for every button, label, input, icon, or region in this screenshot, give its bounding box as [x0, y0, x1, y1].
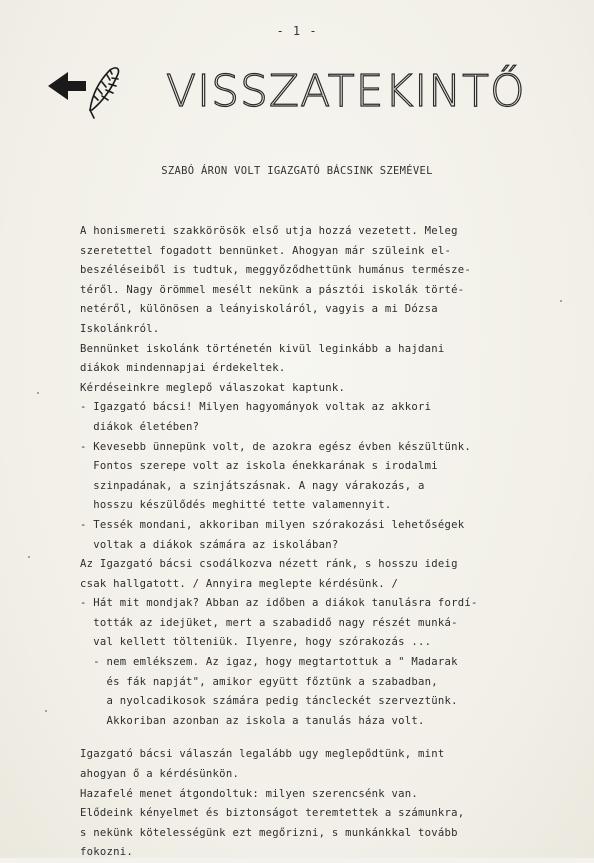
text-line: - Igazgató bácsi! Milyen hagyományok voltak az akkori	[80, 401, 432, 414]
paper-speck	[45, 710, 47, 712]
article-subtitle: SZABÓ ÁRON VOLT IGAZGATÓ BÁCSINK SZEMÉVEL	[161, 165, 433, 177]
text-line: Kérdéseinkre meglepő válaszokat kaptunk.	[80, 381, 346, 394]
text-line: Akkoriban azonban az iskola a tanulás háza volt.	[80, 714, 425, 727]
text-line: ahogyan ő a kérdésünkön.	[80, 768, 240, 781]
text-line: téről. Nagy örömmel mesélt nekünk a pásztói iskolák törté-	[80, 283, 465, 296]
text-line: val kellett tölteniük. Ilyenre, hogy szórakozás ...	[80, 636, 432, 649]
text-line: szinpadának, a szinjátszásnak. A nagy várakozás, a	[80, 479, 425, 492]
text-line: A honismereti szakkörösök első utja hozzá vezetett. Meleg	[80, 225, 458, 237]
text-line: Igazgató bácsi válaszán legalább ugy meglepődtünk, mint	[80, 748, 445, 761]
feather-quill-icon	[90, 68, 119, 118]
text-line: Bennünket iskolánk történetén kivül leginkább a hajdani	[80, 342, 445, 355]
article-body	[80, 222, 550, 863]
text-line: Elődeink kényelmet és biztonságot teremtettek a számunkra,	[80, 807, 465, 820]
text-line: - Tessék mondani, akkoriban milyen szórakozási lehetőségek	[80, 518, 465, 531]
text-line: diákok életében?	[80, 420, 200, 433]
text-line: fokozni.	[80, 846, 134, 859]
text-line: - Kevesebb ünnepünk volt, de azokra egész évben készültünk.	[80, 440, 472, 453]
text-line: és fák napját", amikor együtt főztünk a szabadban,	[80, 675, 438, 688]
text-line: - nem emlékszem. Az igaz, hogy megtartottuk a " Madarak	[80, 656, 458, 669]
header-emblem	[46, 60, 166, 130]
paragraph-gap	[80, 731, 550, 745]
text-line: a nyolcadikosok számára pedig táncleckét szerveztünk.	[80, 695, 458, 708]
paragraph-2	[80, 745, 550, 863]
text-line: csak hallgatott. / Annyira meglepte kérdésünk. /	[80, 577, 399, 590]
paragraph-1	[80, 222, 550, 731]
text-line: Iskolánkról.	[80, 322, 160, 335]
text-line: Hazafelé menet átgondoltuk: milyen szerencsénk van.	[80, 787, 419, 800]
back-arrow-icon	[48, 72, 86, 100]
text-line: szeretettel fogadott bennünket. Ahogyan már szüleink el-	[80, 244, 452, 257]
text-line: tották az idejüket, mert a szabadidő nagy részét munká-	[80, 616, 458, 629]
text-line: netéről, különösen a leányiskoláról, vagyis a mi Dózsa	[80, 303, 438, 316]
paper-speck	[37, 392, 39, 394]
paper-speck	[560, 300, 562, 302]
text-line: Az Igazgató bácsi csodálkozva nézett ránk, s hosszu ideig	[80, 558, 458, 571]
text-line: hosszu készülődés meghitté tette valamennyit.	[80, 499, 392, 512]
page-number: - 1 -	[276, 24, 318, 38]
text-line: - Hát mit mondjak? Abban az időben a diákok tanulásra fordí-	[80, 597, 478, 610]
text-line: beszéléseiből is tudtuk, meggyőződhettünk humánus természe-	[80, 264, 472, 277]
text-line: diákok mindennapjai érdekeltek.	[80, 362, 286, 375]
masthead-header	[46, 60, 566, 130]
text-line: voltak a diákok számára az iskolában?	[80, 538, 339, 551]
text-line: s nekünk kötelességünk ezt megőrizni, s munkánkkal tovább	[80, 826, 458, 839]
masthead-title: VISSZATEKINTŐ	[166, 66, 526, 117]
text-line: Fontos szerepe volt az iskola énekkarának s irodalmi	[80, 460, 438, 473]
paper-speck	[28, 556, 30, 558]
